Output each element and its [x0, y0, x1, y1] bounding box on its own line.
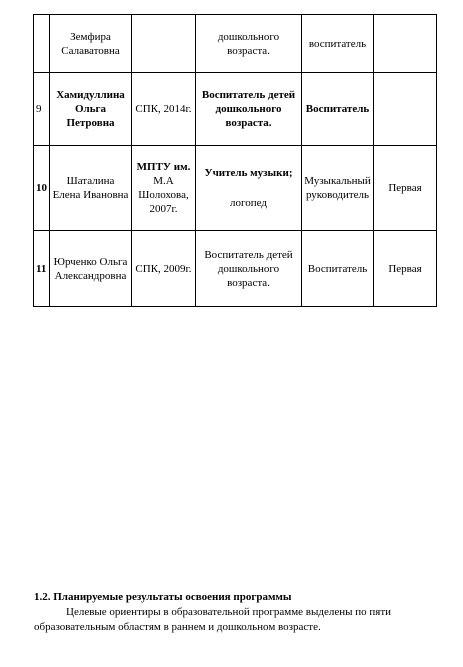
table-row — [34, 231, 437, 307]
education-cell: МПТУ им. М.А Шолохова, 2007г. — [132, 146, 196, 231]
category-cell — [374, 15, 437, 73]
employee-name: Хамидуллина Ольга Петровна — [50, 73, 132, 146]
position-cell: Воспитатель детей дошкольного возраста. — [196, 73, 302, 146]
category-cell — [374, 73, 437, 146]
table-row — [34, 146, 437, 231]
role-cell: Воспитатель — [302, 73, 374, 146]
row-number: 9 — [34, 73, 50, 146]
role-cell: Музыкальный руководитель — [302, 146, 374, 231]
table-row — [34, 73, 437, 146]
position-cell: Воспитатель детей дошкольного возраста. — [196, 231, 302, 307]
row-number: 10 — [34, 146, 50, 231]
section-heading: 1.2. Планируемые результаты освоения программы — [34, 591, 292, 603]
section-paragraph: Целевые ориентиры в образовательной программе выделены по пяти образовательным областям в раннем и дошкольном возрасте. — [34, 606, 392, 633]
category-cell: Первая — [374, 231, 437, 307]
staff-table — [33, 14, 437, 307]
position-cell: дошкольного возраста. — [196, 15, 302, 73]
table-row — [34, 15, 437, 73]
employee-name: Земфира Салаватовна — [50, 15, 132, 73]
row-number: 11 — [34, 231, 50, 307]
education-cell: СПК, 2009г. — [132, 231, 196, 307]
role-cell: воспитатель — [302, 15, 374, 73]
employee-name: Шаталина Елена Ивановна — [50, 146, 132, 231]
education-cell — [132, 15, 196, 73]
category-cell: Первая — [374, 146, 437, 231]
education-cell: СПК, 2014г. — [132, 73, 196, 146]
role-cell: Воспитатель — [302, 231, 374, 307]
position-cell: Учитель музыки; логопед — [196, 146, 302, 231]
row-number — [34, 15, 50, 73]
employee-name: Юрченко Ольга Александровна — [50, 231, 132, 307]
